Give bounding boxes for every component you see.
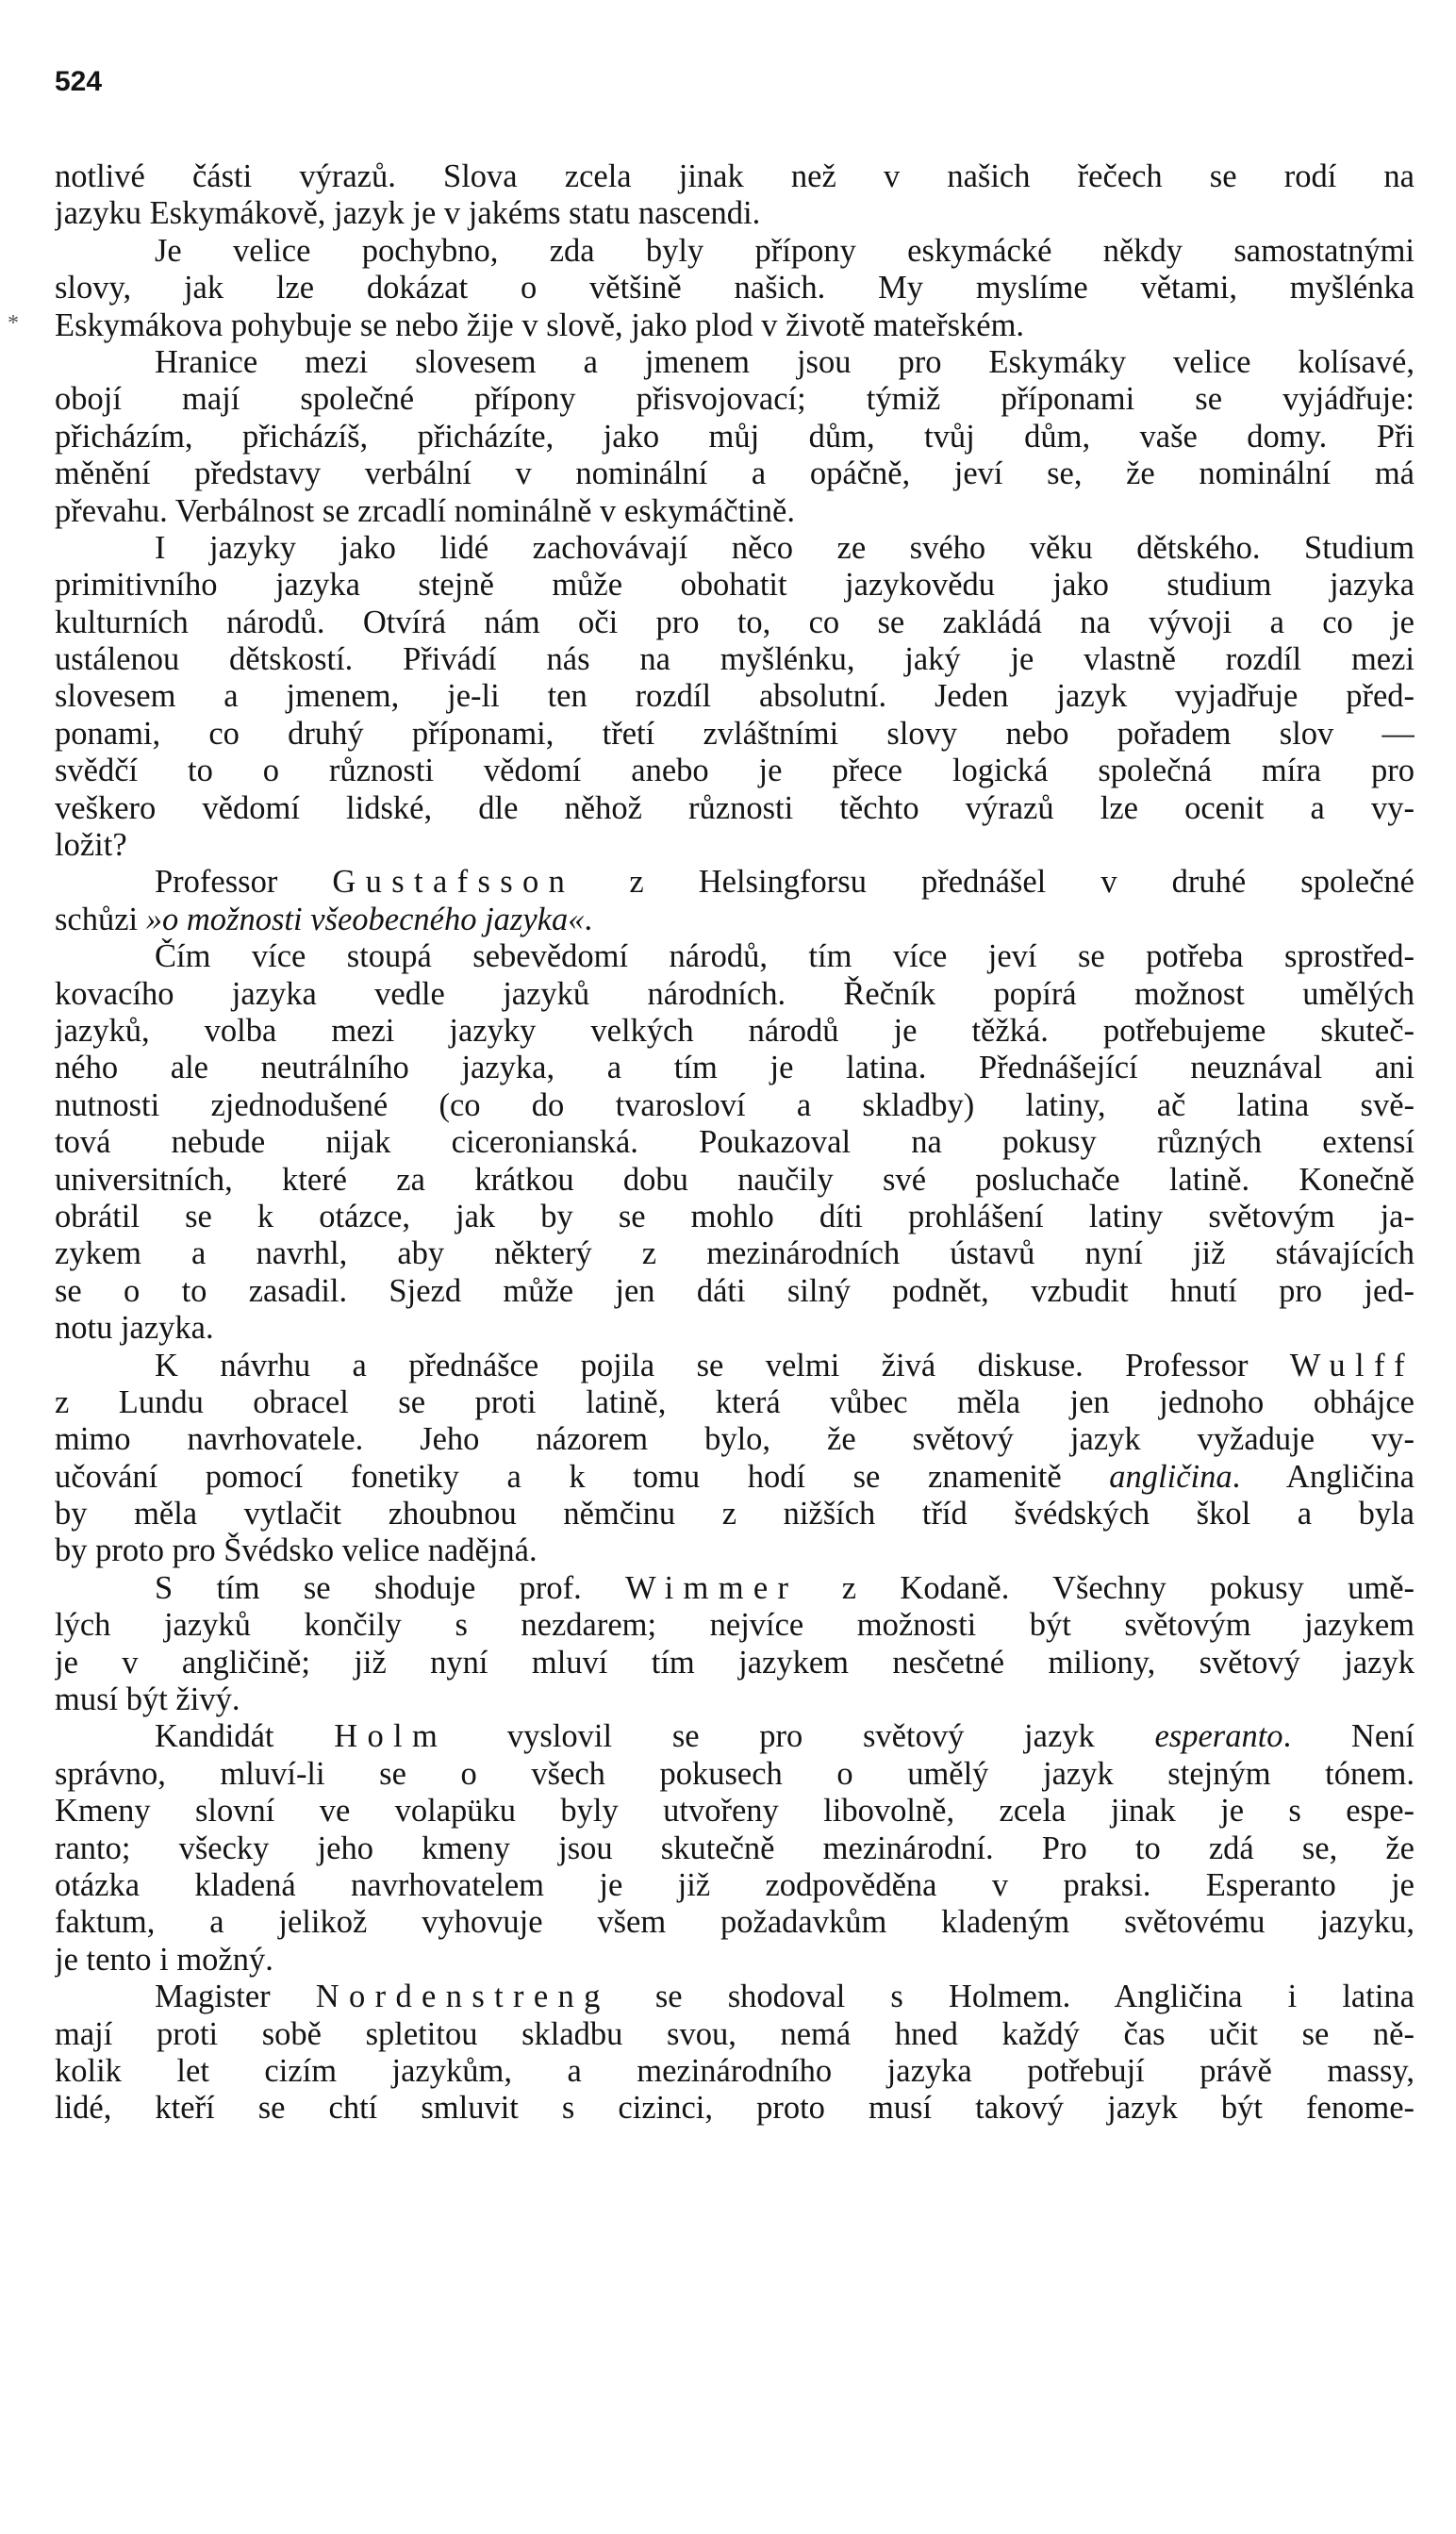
italic-text: esperanto: [1154, 1718, 1283, 1755]
line-text: slovy, jak lze dokázat o většině našich. My myslíme větami, myšlénka: [55, 270, 1415, 306]
text-line: [55, 753, 1415, 789]
line-text: musí být živý.: [55, 1681, 240, 1718]
text-line: [55, 716, 1415, 753]
text-line: [55, 641, 1415, 678]
line-text: učování pomocí fonetiky a k tomu hodí se znamenitě: [55, 1458, 1110, 1495]
line-text: správno, mluví-li se o všech pokusech o umělý jazyk stejným tónem.: [55, 1755, 1415, 1792]
text-line: [55, 493, 1415, 530]
text-line: [55, 1645, 1415, 1681]
line-text: se shodoval s Holmem. Angličina i latina: [609, 1979, 1415, 2015]
text-line: [55, 605, 1415, 641]
text-line: [55, 1384, 1415, 1421]
line-text: . Angličina: [1232, 1458, 1415, 1495]
line-text: měnění představy verbální v nominální a opáčně, jeví se, že nominální má: [55, 455, 1415, 492]
text-line: [55, 1532, 1415, 1569]
spaced-name: Wimmer: [625, 1569, 799, 1606]
text-line: [55, 902, 1415, 938]
line-text: Kandidát: [155, 1718, 335, 1755]
line-text: S tím se shoduje prof.: [155, 1569, 626, 1606]
line-text: K návrhu a přednášce pojila se velmi živá diskuse. Professor: [155, 1347, 1290, 1383]
text-line: [55, 1867, 1415, 1904]
line-text: .: [584, 901, 593, 937]
text-line: [55, 2090, 1415, 2127]
line-text: by měla vytlačit zhoubnou němčinu z nižších tříd švédských škol a byla: [55, 1496, 1415, 1532]
line-text: by proto pro Švédsko velice nadějná.: [55, 1532, 538, 1569]
line-text: Hranice mezi slovesem a jmenem jsou pro Eskymáky velice kolísavé,: [155, 343, 1415, 380]
line-text: obrátil se k otázce, jak by se mohlo díti prohlášení latiny světovým ja-: [55, 1198, 1415, 1234]
line-text: obojí mají společné přípony přisvojovací; týmiž příponami se vyjádřuje:: [55, 381, 1415, 418]
line-text: ustálenou dětskostí. Přivádí nás na myšlénku, jaký je vlastně rozdíl mezi: [55, 641, 1415, 678]
text-line: [55, 1570, 1415, 1607]
line-text: Čím více stoupá sebevědomí národů, tím více jeví se potřeba sprostřed-: [155, 938, 1415, 975]
text-line: [55, 1904, 1415, 1941]
line-text: kolik let cizím jazykům, a mezinárodního jazyka potřebují právě massy,: [55, 2052, 1415, 2089]
line-text: z Helsingforsu přednášel v druhé společné: [574, 864, 1415, 901]
text-line: [55, 1496, 1415, 1532]
text-line: [55, 1756, 1415, 1793]
line-text: Magister: [155, 1979, 316, 2015]
text-line: [55, 1718, 1415, 1755]
line-text: přicházím, přicházíš, přicházíte, jako můj dům, tvůj dům, vaše domy. Při: [55, 418, 1415, 455]
text-line: [55, 1235, 1415, 1272]
text-line: [55, 1607, 1415, 1644]
text-line: [55, 381, 1415, 418]
line-text: primitivního jazyka stejně může obohatit jazykovědu jako studium jazyka: [55, 567, 1415, 604]
line-text: mají proti sobě spletitou skladbu svou, nemá hned každý čas učit se ně-: [55, 2015, 1415, 2052]
spaced-name: Nordenstreng: [315, 1979, 610, 2015]
line-text: kulturních národů. Otvírá nám oči pro to, co se zakládá na vývoji a co je: [55, 604, 1415, 640]
text-line: [55, 1013, 1415, 1050]
text-line: [55, 419, 1415, 455]
line-text: tová nebude nijak ciceronianská. Poukazoval na pokusy různých extensí: [55, 1124, 1415, 1161]
text-line: [55, 1310, 1415, 1347]
page-number: 524: [55, 66, 103, 97]
line-text: lidé, kteří se chtí smluvit s cizinci, proto musí takový jazyk být fenome-: [55, 2090, 1415, 2127]
line-text: nutnosti zjednodušené (co do tvarosloví a skladby) latiny, ač latina svě-: [55, 1086, 1415, 1123]
text-line: [55, 1979, 1415, 2015]
line-text: otázka kladená navrhovatelem je již zodpověděna v praksi. Esperanto je: [55, 1866, 1415, 1903]
italic-text: »o možnosti všeobecného jazyka«: [145, 901, 585, 937]
line-text: notu jazyka.: [55, 1310, 214, 1347]
line-text: kovacího jazyka vedle jazyků národních. Řečník popírá možnost umělých: [55, 975, 1415, 1012]
line-text: svědčí to o různosti vědomí anebo je přece logická společná míra pro: [55, 753, 1415, 789]
text-line: [55, 233, 1415, 270]
line-text: lých jazyků končily s nezdarem; nejvíce možnosti být světovým jazykem: [55, 1607, 1415, 1644]
line-text: ného ale neutrálního jazyka, a tím je latina. Přednášející neuznával ani: [55, 1050, 1415, 1086]
text-line: [55, 1421, 1415, 1458]
line-text: notlivé části výrazů. Slova zcela jinak než v našich řečech se rodí na: [55, 158, 1415, 194]
line-text: se o to zasadil. Sjezd může jen dáti silný podnět, vzbudit hnutí pro jed-: [55, 1272, 1415, 1309]
line-text: Kmeny slovní ve volapüku byly utvořeny libovolně, zcela jinak je s espe-: [55, 1793, 1415, 1830]
line-text: vyslovil se pro světový jazyk: [447, 1718, 1155, 1755]
line-text: jazyku Eskymákově, jazyk je v jakéms statu nascendi.: [55, 195, 761, 232]
text-line: [55, 455, 1415, 492]
line-text: z Lundu obracel se proti latině, která vůbec měla jen jednoho obhájce: [55, 1383, 1415, 1420]
text-line: [55, 2053, 1415, 2090]
text-line: [55, 1793, 1415, 1830]
text-line: [55, 790, 1415, 827]
text-line: [55, 270, 1415, 306]
spaced-name: Gustafsson: [332, 864, 575, 901]
line-text: převahu. Verbálnost se zrcadlí nominálně v eskymáčtině.: [55, 492, 795, 529]
line-text: jazyků, volba mezi jazyky velkých národů je těžká. potřebujeme skuteč-: [55, 1012, 1415, 1049]
text-line: [55, 1162, 1415, 1199]
text-line: [55, 827, 1415, 864]
text-line: [55, 158, 1415, 195]
line-text: je tento i možný.: [55, 1941, 273, 1978]
line-text: ranto; všecky jeho kmeny jsou skutečně mezinárodní. Pro to zdá se, že: [55, 1830, 1415, 1866]
text-line: [55, 1199, 1415, 1235]
line-text: ložit?: [55, 827, 127, 864]
text-line: [55, 1459, 1415, 1496]
text-line: [55, 1348, 1415, 1384]
text-line: [55, 1830, 1415, 1867]
line-text: faktum, a jelikož vyhovuje všem požadavkům kladeným světovému jazyku,: [55, 1904, 1415, 1941]
spaced-name: Wulff: [1289, 1347, 1415, 1383]
text-line: [55, 567, 1415, 604]
line-text: slovesem a jmenem, je-li ten rozdíl absolutní. Jeden jazyk vyjadřuje před-: [55, 678, 1415, 715]
text-line: [55, 307, 1415, 344]
text-line: [55, 938, 1415, 975]
line-text: I jazyky jako lidé zachovávají něco ze svého věku dětského. Studium: [155, 529, 1415, 566]
line-text: zykem a navrhl, aby některý z mezinárodních ústavů nyní již stávajících: [55, 1235, 1415, 1272]
text-line: [55, 1050, 1415, 1086]
line-text: z Kodaně. Všechny pokusy umě-: [798, 1569, 1415, 1606]
line-text: mimo navrhovatele. Jeho názorem bylo, že světový jazyk vyžaduje vy-: [55, 1421, 1415, 1458]
text-line: [55, 530, 1415, 567]
line-text: . Není: [1282, 1718, 1415, 1755]
text-line: [55, 344, 1415, 381]
body-text: [55, 158, 1415, 2128]
spaced-name: Holm: [334, 1718, 448, 1755]
text-line: [55, 678, 1415, 715]
text-line: [55, 1942, 1415, 1979]
line-text: veškero vědomí lidské, dle něhož různosti těchto výrazů lze ocenit a vy-: [55, 789, 1415, 826]
text-line: [55, 2016, 1415, 2053]
text-line: [55, 976, 1415, 1013]
text-line: [55, 195, 1415, 232]
text-line: [55, 1124, 1415, 1161]
line-text: universitních, které za krátkou dobu naučily své posluchače latině. Konečně: [55, 1161, 1415, 1198]
line-text: schůzi: [55, 901, 146, 937]
line-text: Eskymákova pohybuje se nebo žije v slově, jako plod v životě mateřském.: [55, 306, 1025, 343]
line-text: ponami, co druhý příponami, třetí zvláštními slovy nebo pořadem slov —: [55, 715, 1415, 752]
italic-text: angličina: [1109, 1458, 1233, 1495]
line-text: Professor: [155, 864, 333, 901]
text-line: [55, 1273, 1415, 1310]
text-line: [55, 864, 1415, 901]
text-line: [55, 1681, 1415, 1718]
text-line: [55, 1087, 1415, 1124]
line-text: je v angličině; již nyní mluví tím jazykem nesčetné miliony, světový jazyk: [55, 1644, 1415, 1681]
line-text: Je velice pochybno, zda byly přípony eskymácké někdy samostatnými: [155, 232, 1415, 269]
margin-mark: *: [8, 311, 19, 336]
